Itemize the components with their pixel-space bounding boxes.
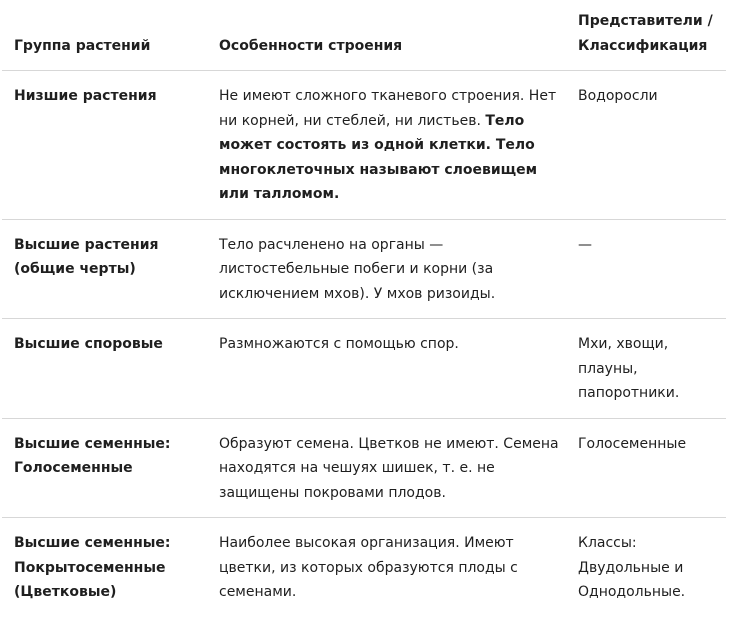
cell-representatives: Голосеменные [578, 435, 687, 452]
table-row [2, 71, 726, 220]
table-row [2, 319, 726, 419]
cell-features [207, 418, 566, 518]
cell-representatives: Водоросли [578, 88, 658, 104]
cell-group: Высшие споровые [14, 336, 163, 352]
features-text: Наиболее высокая организация. Имеют цветки, из которых образуются плоды с семенами. [219, 535, 518, 600]
table-body [2, 71, 726, 617]
features-text: Тело расчленено на органы — листостебельные побеги и корни (за исключением мхов). У мхов ризоиды. [219, 236, 496, 302]
table-header [2, 0, 726, 71]
table-row [2, 219, 726, 319]
features-text: Не имеют сложного тканевого строения. Нет ни корней, ни стеблей, ни листьев. [219, 88, 557, 129]
features-text: Образуют семена. Цветков не имеют. Семена находятся на чешуях шишек, т. е. не защищены покровами плодов. [219, 435, 559, 501]
cell-features [207, 219, 566, 319]
header-features: Особенности строения [207, 0, 566, 71]
cell-group: Высшие растения (общие черты) [14, 236, 159, 277]
table-row [2, 518, 726, 617]
cell-group: Низшие растения [14, 88, 157, 104]
features-bold-text: Тело может состоять из одной клетки. Тело многоклеточных называют слоевищем или талломом. [219, 112, 538, 202]
cell-features [207, 518, 566, 617]
header-row [2, 0, 726, 71]
cell-representatives: — [578, 236, 592, 253]
plant-groups-table [2, 0, 726, 617]
cell-representatives: Классы: Двудольные и Однодольные. [578, 535, 686, 600]
cell-features [207, 319, 566, 419]
cell-group: Высшие семенные: Покрытосеменные (Цветковые) [14, 535, 171, 600]
cell-representatives: Мхи, хвощи, плауны, папоротники. [578, 336, 680, 401]
header-group: Группа растений [2, 0, 207, 71]
cell-group: Высшие семенные: Голосеменные [14, 435, 171, 476]
header-representatives: Представители / Классификация [566, 0, 726, 71]
features-text: Размножаются с помощью спор. [219, 336, 459, 352]
cell-features [207, 71, 566, 220]
table-row [2, 418, 726, 518]
